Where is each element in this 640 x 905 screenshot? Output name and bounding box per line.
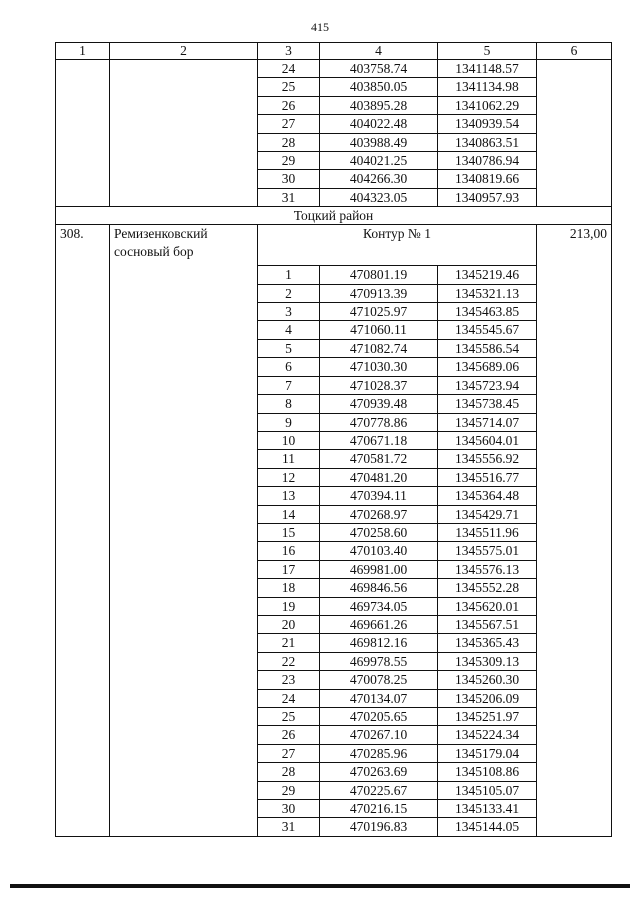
point-number: 14 bbox=[258, 505, 320, 523]
coord-x: 471060.11 bbox=[320, 321, 438, 339]
point-number: 15 bbox=[258, 523, 320, 541]
coord-x: 470078.25 bbox=[320, 671, 438, 689]
coord-y: 1345105.07 bbox=[438, 781, 537, 799]
coord-y: 1345321.13 bbox=[438, 284, 537, 302]
point-number: 31 bbox=[258, 818, 320, 836]
coord-x: 470801.19 bbox=[320, 266, 438, 284]
point-number: 21 bbox=[258, 634, 320, 652]
coord-x: 404266.30 bbox=[320, 170, 438, 188]
point-number: 29 bbox=[258, 781, 320, 799]
point-number: 4 bbox=[258, 321, 320, 339]
coord-y: 1340939.54 bbox=[438, 115, 537, 133]
point-number: 28 bbox=[258, 763, 320, 781]
coord-x: 469812.16 bbox=[320, 634, 438, 652]
coord-y: 1345604.01 bbox=[438, 431, 537, 449]
district-row bbox=[56, 207, 612, 225]
coord-x: 403895.28 bbox=[320, 96, 438, 114]
bottom-rule bbox=[10, 884, 630, 888]
point-number: 24 bbox=[258, 60, 320, 78]
coord-y: 1345206.09 bbox=[438, 689, 537, 707]
point-number: 17 bbox=[258, 560, 320, 578]
coord-x: 470267.10 bbox=[320, 726, 438, 744]
table-row bbox=[56, 60, 612, 78]
object-number-cell bbox=[56, 60, 110, 207]
coord-y: 1341134.98 bbox=[438, 78, 537, 96]
point-number: 5 bbox=[258, 339, 320, 357]
point-number: 26 bbox=[258, 726, 320, 744]
coord-x: 470481.20 bbox=[320, 468, 438, 486]
area-cell bbox=[537, 60, 612, 207]
point-number: 16 bbox=[258, 542, 320, 560]
point-number: 26 bbox=[258, 96, 320, 114]
header-cell-4: 4 bbox=[320, 43, 438, 60]
coord-x: 470285.96 bbox=[320, 744, 438, 762]
contour-title: Контур № 1 bbox=[258, 225, 537, 266]
coord-x: 470913.39 bbox=[320, 284, 438, 302]
header-cell-3: 3 bbox=[258, 43, 320, 60]
coord-y: 1345714.07 bbox=[438, 413, 537, 431]
coord-x: 404021.25 bbox=[320, 152, 438, 170]
point-number: 8 bbox=[258, 395, 320, 413]
coord-y: 1345723.94 bbox=[438, 376, 537, 394]
header-cell-2: 2 bbox=[110, 43, 258, 60]
coord-y: 1341062.29 bbox=[438, 96, 537, 114]
point-number: 30 bbox=[258, 800, 320, 818]
coord-x: 470778.86 bbox=[320, 413, 438, 431]
coord-y: 1345260.30 bbox=[438, 671, 537, 689]
page-number: 415 bbox=[311, 20, 329, 34]
point-number: 23 bbox=[258, 671, 320, 689]
coord-x: 470216.15 bbox=[320, 800, 438, 818]
coord-x: 470263.69 bbox=[320, 763, 438, 781]
coord-y: 1345224.34 bbox=[438, 726, 537, 744]
coord-y: 1341148.57 bbox=[438, 60, 537, 78]
point-number: 27 bbox=[258, 744, 320, 762]
coord-x: 469661.26 bbox=[320, 615, 438, 633]
point-number: 10 bbox=[258, 431, 320, 449]
point-number: 7 bbox=[258, 376, 320, 394]
coord-x: 404022.48 bbox=[320, 115, 438, 133]
coord-y: 1345576.13 bbox=[438, 560, 537, 578]
coord-y: 1345144.05 bbox=[438, 818, 537, 836]
coord-y: 1345133.41 bbox=[438, 800, 537, 818]
coord-x: 469981.00 bbox=[320, 560, 438, 578]
coord-y: 1345556.92 bbox=[438, 450, 537, 468]
coord-y: 1345179.04 bbox=[438, 744, 537, 762]
coord-x: 470258.60 bbox=[320, 523, 438, 541]
point-number: 27 bbox=[258, 115, 320, 133]
point-number: 25 bbox=[258, 78, 320, 96]
point-number: 24 bbox=[258, 689, 320, 707]
header-cell-1: 1 bbox=[56, 43, 110, 60]
header-cell-6: 6 bbox=[537, 43, 612, 60]
point-number: 2 bbox=[258, 284, 320, 302]
coord-y: 1345365.43 bbox=[438, 634, 537, 652]
point-number: 28 bbox=[258, 133, 320, 151]
coord-x: 470671.18 bbox=[320, 431, 438, 449]
coord-x: 470103.40 bbox=[320, 542, 438, 560]
point-number: 6 bbox=[258, 358, 320, 376]
point-number: 18 bbox=[258, 579, 320, 597]
coord-x: 471082.74 bbox=[320, 339, 438, 357]
point-number: 25 bbox=[258, 708, 320, 726]
coord-x: 470225.67 bbox=[320, 781, 438, 799]
table-header-row bbox=[56, 43, 612, 60]
coord-y: 1345511.96 bbox=[438, 523, 537, 541]
point-number: 20 bbox=[258, 615, 320, 633]
coord-y: 1340786.94 bbox=[438, 152, 537, 170]
coord-x: 471030.30 bbox=[320, 358, 438, 376]
coord-y: 1345738.45 bbox=[438, 395, 537, 413]
district-name: Тоцкий район bbox=[56, 207, 612, 225]
coord-y: 1345586.54 bbox=[438, 339, 537, 357]
object-name: Ремизенковский сосновый бор bbox=[110, 225, 258, 837]
coord-x: 470581.72 bbox=[320, 450, 438, 468]
coord-x: 470394.11 bbox=[320, 487, 438, 505]
coordinates-table bbox=[55, 42, 612, 837]
point-number: 1 bbox=[258, 266, 320, 284]
coord-y: 1345552.28 bbox=[438, 579, 537, 597]
coord-y: 1345575.01 bbox=[438, 542, 537, 560]
coord-y: 1345516.77 bbox=[438, 468, 537, 486]
object-name-cell bbox=[110, 60, 258, 207]
coord-y: 1345689.06 bbox=[438, 358, 537, 376]
point-number: 3 bbox=[258, 303, 320, 321]
point-number: 22 bbox=[258, 652, 320, 670]
coord-y: 1340863.51 bbox=[438, 133, 537, 151]
point-number: 30 bbox=[258, 170, 320, 188]
coord-x: 403758.74 bbox=[320, 60, 438, 78]
coord-x: 404323.05 bbox=[320, 188, 438, 206]
coord-y: 1345545.67 bbox=[438, 321, 537, 339]
coord-y: 1345251.97 bbox=[438, 708, 537, 726]
coord-y: 1340819.66 bbox=[438, 170, 537, 188]
coord-y: 1345108.86 bbox=[438, 763, 537, 781]
point-number: 9 bbox=[258, 413, 320, 431]
coord-x: 403988.49 bbox=[320, 133, 438, 151]
coord-y: 1345219.46 bbox=[438, 266, 537, 284]
object-header-row bbox=[56, 225, 612, 266]
header-cell-5: 5 bbox=[438, 43, 537, 60]
coord-x: 469734.05 bbox=[320, 597, 438, 615]
point-number: 29 bbox=[258, 152, 320, 170]
object-number: 308. bbox=[56, 225, 110, 837]
coord-x: 470196.83 bbox=[320, 818, 438, 836]
point-number: 12 bbox=[258, 468, 320, 486]
coord-x: 470939.48 bbox=[320, 395, 438, 413]
coord-y: 1345309.13 bbox=[438, 652, 537, 670]
coord-x: 470134.07 bbox=[320, 689, 438, 707]
object-area: 213,00 bbox=[537, 225, 612, 837]
coord-x: 470268.97 bbox=[320, 505, 438, 523]
coord-y: 1345364.48 bbox=[438, 487, 537, 505]
coord-y: 1345463.85 bbox=[438, 303, 537, 321]
coord-x: 471028.37 bbox=[320, 376, 438, 394]
coord-x: 469978.55 bbox=[320, 652, 438, 670]
point-number: 19 bbox=[258, 597, 320, 615]
coord-x: 470205.65 bbox=[320, 708, 438, 726]
point-number: 11 bbox=[258, 450, 320, 468]
coord-y: 1345567.51 bbox=[438, 615, 537, 633]
coord-y: 1345620.01 bbox=[438, 597, 537, 615]
coord-y: 1345429.71 bbox=[438, 505, 537, 523]
point-number: 31 bbox=[258, 188, 320, 206]
coord-y: 1340957.93 bbox=[438, 188, 537, 206]
point-number: 13 bbox=[258, 487, 320, 505]
coord-x: 403850.05 bbox=[320, 78, 438, 96]
coord-x: 469846.56 bbox=[320, 579, 438, 597]
coord-x: 471025.97 bbox=[320, 303, 438, 321]
